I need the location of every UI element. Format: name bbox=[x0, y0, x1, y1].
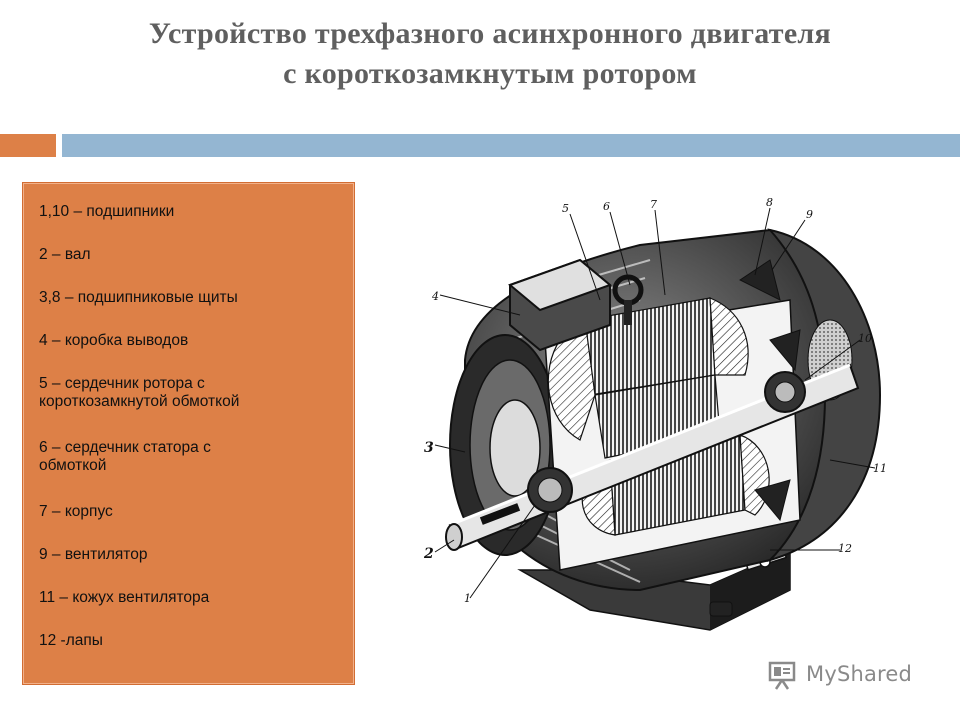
callout-11: 11 bbox=[873, 462, 887, 475]
legend-panel bbox=[22, 182, 355, 685]
legend-text: 11 – кожух вентилятора bbox=[39, 589, 210, 606]
legend-item-fan-cover bbox=[39, 589, 339, 607]
legend-item-bearing-shields bbox=[39, 289, 339, 307]
motor-cutaway-diagram bbox=[410, 190, 890, 655]
callout-2: 2 bbox=[424, 546, 434, 562]
legend-text: 2 – вал bbox=[39, 246, 91, 263]
legend-text: 5 – сердечник ротора с bbox=[39, 375, 205, 392]
legend-text: обмоткой bbox=[39, 457, 107, 474]
callout-9: 9 bbox=[806, 208, 813, 221]
slide-title bbox=[40, 14, 940, 94]
legend-text: 3,8 – подшипниковые щиты bbox=[39, 289, 238, 306]
title-line-1: Устройство трехфазного асинхронного двигателя bbox=[148, 17, 832, 50]
legend-item-feet bbox=[39, 632, 339, 650]
legend-item-terminal-box bbox=[39, 332, 339, 350]
presentation-board-icon bbox=[766, 657, 800, 691]
accent-bar-blue bbox=[62, 134, 960, 157]
legend-item-stator-core bbox=[39, 439, 339, 475]
legend-text: 6 – сердечник статора с bbox=[39, 439, 211, 456]
legend-text: 12 -лапы bbox=[39, 632, 103, 649]
legend-item-rotor-core bbox=[39, 375, 339, 411]
callout-5: 5 bbox=[562, 202, 569, 215]
watermark-text: MyShared bbox=[806, 662, 913, 686]
callout-1: 1 bbox=[464, 592, 471, 605]
callout-4: 4 bbox=[432, 290, 439, 303]
callout-7: 7 bbox=[650, 198, 657, 211]
legend-text: 4 – коробка выводов bbox=[39, 332, 189, 349]
callout-8: 8 bbox=[766, 196, 773, 209]
legend-item-bearings bbox=[39, 203, 339, 221]
legend-text: короткозамкнутой обмоткой bbox=[39, 393, 240, 410]
accent-bar-orange bbox=[0, 134, 56, 157]
legend-text: 9 – вентилятор bbox=[39, 546, 148, 563]
legend-item-fan bbox=[39, 546, 339, 564]
legend-text: 7 – корпус bbox=[39, 503, 113, 520]
title-line-2: с короткозамкнутым ротором bbox=[283, 57, 697, 90]
legend-item-housing bbox=[39, 503, 339, 521]
legend-item-shaft bbox=[39, 246, 339, 264]
watermark bbox=[766, 654, 912, 694]
callout-6: 6 bbox=[603, 200, 610, 213]
legend-text: 1,10 – подшипники bbox=[39, 203, 175, 220]
callout-10: 10 bbox=[858, 332, 872, 345]
callout-3: 3 bbox=[424, 440, 434, 456]
callout-12: 12 bbox=[838, 542, 852, 555]
electric-motor-cutaway-icon bbox=[410, 190, 890, 655]
